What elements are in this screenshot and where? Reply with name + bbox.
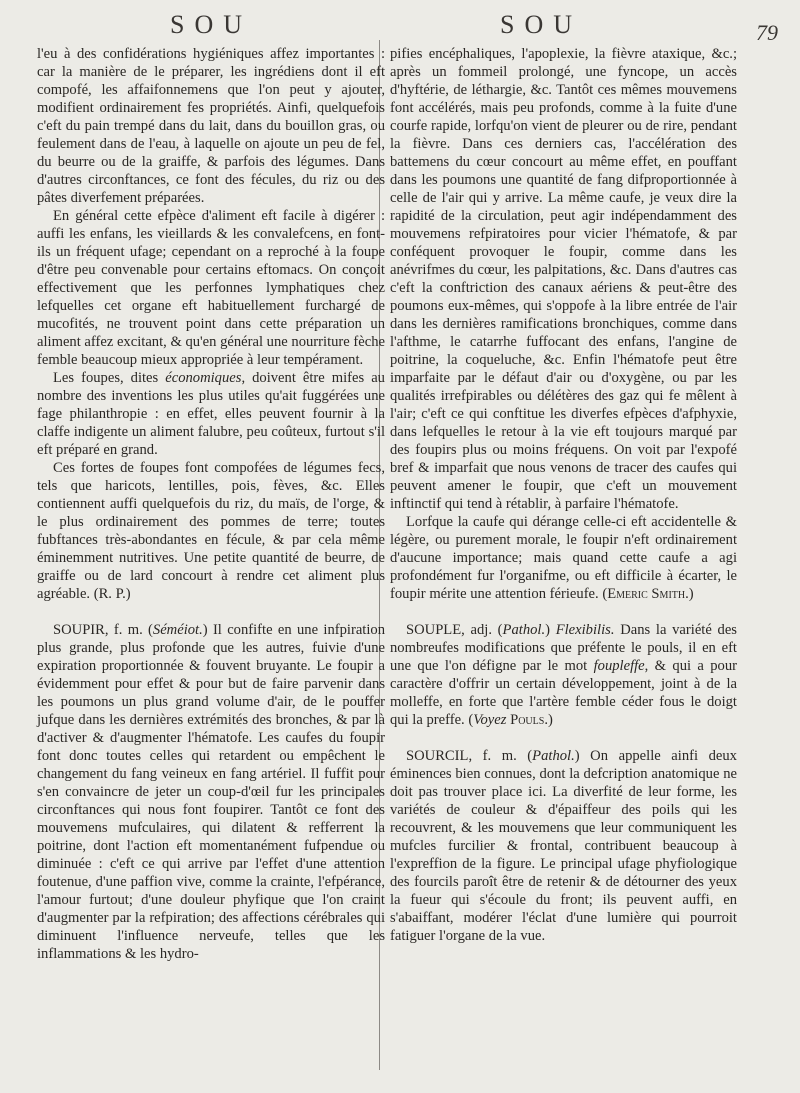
text-run: , doivent être mifes au nombre des inventions les plus utiles qu'ait fuggérées une fage philanthropie : en effet, elles peuvent fournir à la claffe indigente un aliment falubre, peu coûteux, furtout s'il eft préparé en grand.: [37, 370, 385, 458]
italic-term: économiques: [165, 370, 242, 386]
entry-soupir: [37, 621, 385, 963]
text-run: ): [545, 622, 556, 638]
text-run: Les foupes, dites: [53, 370, 166, 386]
author-signature: Emeric Smith.: [607, 586, 689, 602]
latin-term: Flexibilis.: [555, 622, 615, 638]
text-run: , & qui a pour caractère d'offrir un certain développement, joint à de la molleffe, en forte que l'artère femble céder fous le doigt qui la preffe. (: [390, 658, 737, 728]
domain-label: Pathol.: [502, 622, 546, 638]
soupir-importance-paragraph: [390, 513, 737, 603]
entry-souple: [390, 621, 737, 729]
running-head-left: SOU: [170, 10, 253, 39]
soupe-digestion-paragraph: En général cette efpèce d'aliment eft facile à digérer : auffi les enfans, les vieillards & les convalefcens, en font-ils un fréquent ufage; cependant on a reproché à la foupe d'être peu convenable pour certains eftomacs. On conçoit effectivement que les perfonnes lymphatiques chez lefquelles cet organe eft habituellement furchargé de mucofités, ne trouvent point dans cette préparation un aliment affez excitant, & qu'en général une nourriture fèche femble beaucoup mieux appropriée à leur tempérament.: [37, 208, 385, 368]
text-run: Dans la variété des nombreufes modifications que préfente le pouls, il en eft une que l'on défigne par le mot: [390, 622, 737, 674]
grammar-note: , f. m. (: [468, 748, 533, 764]
headword: SOURCIL: [406, 748, 469, 764]
italic-term: foupleffe: [593, 658, 645, 674]
cross-reference-target: Pouls.: [506, 712, 548, 728]
running-head-right: SOU: [500, 10, 583, 39]
text-run: Lorfque la caufe qui dérange celle-ci eft accidentelle & légère, ou purement morale, le foupir n'eft ordinairement d'aucune importance; mais quand cette caufe a agi profondément fur l'organifme, ou eft difficile à écarter, le foupir mérite une attention férieufe. (: [390, 514, 737, 602]
cross-reference: Voyez: [473, 712, 507, 728]
entry-sourcil: [390, 747, 737, 945]
entry-text: ) On appelle ainfi deux éminences bien connues, dont la defcription anatomique ne doit pas trouver place ici. La diverfité de leur forme, les variétés de couleur & d'épaiffeur des poils qui les recouvrent, & les mouvemens que leur communiquent les mufcles furcilier & frontal, contribuent beaucoup à l'expreffion de la figure. Le principal ufage phyfiologique des fourcils paroît être de retenir & de détourner des yeux la fueur qui s'écoule du front; ils peuvent auffi, en s'abaiffant, modérer l'éclat d'une lumière qui pourroit fatiguer l'organe de la vue.: [390, 748, 737, 944]
grammar-note: , f. m. (: [104, 622, 153, 638]
entry-text: ) Il confifte en une infpiration plus grande, plus profonde que les autres, fuivie d'une expiration proportionnée & fouvent bruyante. Le foupir a évidemment pour effet & pour but de faire parvenir dans les poumons un plus grand volume d'air, de le pouffer jufque dans les dernières extrémités des bronches, & par là d'activer & d'augmenter l'hématofe. Les caufes du foupir font donc toutes celles qui retardent ou empêchent le changement du fang veineux en fang artériel. Il fuffit pour s'en convaincre de jeter un coup-d'œil fur les principales circonftances qui nous font foupirer. Tantôt ce font des mouvemens mufculaires, qui dilatent & refferrent la poitrine, dont l'action eft momentanément fufpendue ou diminuée : c'eft ce qui arrive par l'effet d'une attention foutenue, d'une paffion vive, comme la crainte, l'efpérance, l'amour furtout; d'une douleur phyfique que l'on craint d'augmenter par la refpiration; des affections cérébrales qui diminuent l'influence nerveufe, telles que les inflammations & les hydro-: [37, 622, 385, 962]
grammar-note: , adj. (: [461, 622, 503, 638]
soupir-continuation: pifies encéphaliques, l'apoplexie, la fièvre ataxique, &c.; après un fommeil prolongé, une fyncope, un accès d'hyftérie, de léthargie, &c. Tantôt ces mêmes mouvemens font accélérés, mais peu profonds, comme à la fuite d'une courfe rapide, lorfqu'on vient de pleurer ou de rire, pendant la fièvre. Dans ces derniers cas, l'accélération des battemens du cœur concourt au même effet, en pouffant dans les poumons une quantité de fang difproportionnée à celle de l'air qui y arrive. La même caufe, je veux dire la rapidité de la circulation, peut agir indépendamment des mouvemens refpiratoires pour vicier l'hématofe, & par conféquent provoquer le foupir, comme dans les anévrifmes du cœur, les palpitations, &c. Dans d'autres cas c'eft la conftriction des canaux aériens & peut-être des poumons eux-mêmes, qui s'oppofe à la libre entrée de l'air dans les dernières ramifications bronchiques, comme dans l'afthme, le catarrhe fuffocant des enfans, l'angine de poitrine, la coqueluche, &c. Enfin l'hématofe peut être imparfaite par le défaut d'air ou d'oxygène, ou par les qualités irrefpirables ou délétères des gaz qui fe mêlent à l'air; c'eft ce qui conftitue les diverfes efpèces d'afphyxie, dans lefquelles le retour à la vie eft toujours marqué par des foupirs plus ou moins fréquens. On voit par l'expofé bref & imparfait que nous venons de tracer des caufes qui peuvent amener le foupir, que c'eft un mouvement inftinctif qui tend à rétablir, à parfaire l'hématofe.: [390, 46, 737, 512]
headword: SOUPIR: [53, 622, 105, 638]
right-column: [390, 45, 737, 945]
soupe-continuation: l'eu à des confidérations hygiéniques affez importantes : car la manière de le préparer, les ingrédiens dont il eft compofé, les affaifonnemens que l'on peut y ajouter, modifient ordinairement fes propriétés. Ainfi, quelquefois c'eft du pain trempé dans du lait, dans du bouillon gras, ou feulement dans de l'eau, à laquelle on ajoute un peu de fel, du beurre ou de la graiffe, & parfois des légumes. Dans d'autres circonftances, ce font des fécules, du riz ou des pâtes diverfement préparées.: [37, 46, 385, 206]
left-column: [37, 45, 385, 963]
text-run: ): [688, 586, 694, 602]
soupes-economiques-paragraph: [37, 369, 385, 459]
domain-label: Séméiot.: [152, 622, 203, 638]
domain-label: Pathol.: [532, 748, 575, 764]
text-run: ): [547, 712, 553, 728]
page-number: 79: [756, 20, 778, 45]
headword: SOUPLE: [406, 622, 462, 638]
soupes-legumes-paragraph: Ces fortes de foupes font compofées de légumes fecs, tels que haricots, lentilles, pois, fèves, &c. Elles contiennent auffi quelquefois du riz, du maïs, de l'orge, & le plus ordinairement des pommes de terre; toutes fubftances très-abondantes en fécule, & par cela même éminemment nutritives. Une petite quantité de beurre, de graiffe ou de lard concourt à rendre cet aliment plus agréable. (R. P.): [37, 460, 385, 602]
